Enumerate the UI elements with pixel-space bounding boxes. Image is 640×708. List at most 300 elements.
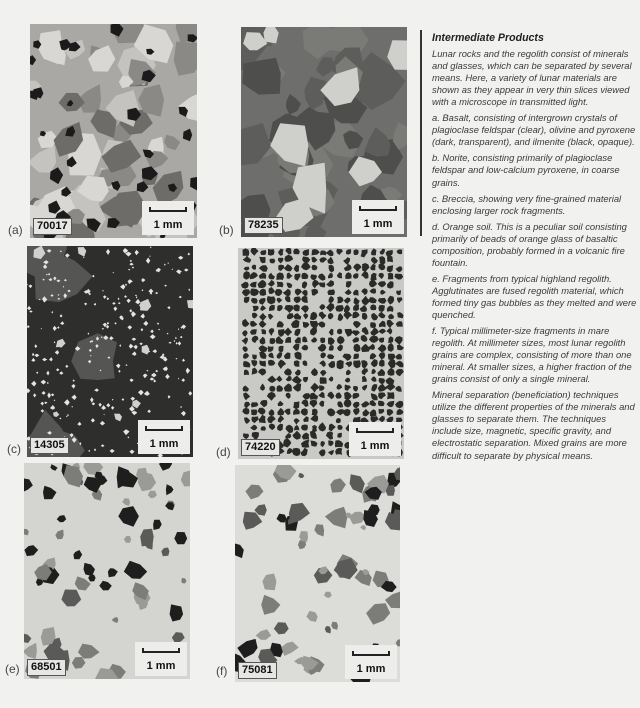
grain	[102, 290, 104, 292]
grain	[125, 252, 132, 257]
grain	[344, 392, 352, 400]
grain	[378, 264, 385, 271]
grain	[55, 530, 63, 540]
grain	[252, 313, 258, 319]
grain	[132, 267, 134, 269]
grain	[147, 410, 151, 414]
grain	[327, 354, 335, 359]
grain	[64, 399, 70, 406]
grain	[354, 297, 360, 305]
grain	[182, 359, 185, 362]
grain	[379, 338, 384, 343]
grain	[379, 256, 385, 265]
grain	[387, 265, 394, 272]
grain	[244, 402, 250, 409]
grain	[345, 329, 353, 337]
grain	[371, 313, 378, 321]
grain	[378, 312, 385, 319]
grain	[181, 578, 186, 583]
grain	[378, 305, 385, 312]
grain	[161, 548, 169, 557]
grain	[301, 296, 308, 303]
grain	[330, 478, 346, 492]
grain	[370, 288, 377, 293]
grain	[311, 368, 318, 376]
grain	[263, 27, 278, 43]
grain	[318, 274, 326, 281]
grain	[243, 392, 250, 400]
grain	[311, 289, 318, 296]
grain	[176, 342, 178, 345]
grain	[362, 409, 369, 417]
grain	[157, 322, 159, 324]
grain	[286, 393, 291, 399]
grain	[370, 322, 376, 328]
grain	[319, 449, 326, 456]
grain	[371, 384, 377, 392]
grain	[174, 42, 197, 76]
grain	[294, 297, 302, 304]
grain	[379, 352, 386, 359]
grain	[302, 336, 307, 342]
grain	[336, 384, 342, 390]
grain	[259, 265, 268, 272]
grain	[167, 333, 169, 335]
grain	[125, 284, 127, 286]
grain	[337, 425, 342, 430]
grain	[337, 344, 343, 351]
grain	[41, 409, 45, 413]
caption-c: c. Breccia, showing very fine-grained material enclosing larger rock fragments.	[432, 192, 622, 216]
grain	[276, 272, 284, 280]
grain	[94, 303, 97, 306]
grain	[27, 325, 30, 328]
grain	[251, 410, 257, 416]
scale-line	[145, 429, 183, 431]
grain	[168, 395, 171, 398]
grain	[319, 257, 327, 262]
grain	[310, 274, 317, 280]
grain	[269, 424, 275, 431]
grain	[78, 644, 100, 659]
grain	[311, 337, 317, 343]
grain	[294, 352, 301, 360]
scale-bar-d	[349, 422, 401, 456]
grain	[387, 392, 394, 399]
grain	[243, 386, 249, 392]
grain	[148, 491, 157, 499]
grain	[329, 376, 334, 381]
grain	[269, 386, 275, 392]
grain	[139, 343, 143, 346]
scale-bar-b	[352, 200, 404, 234]
sample-id-c: 14305	[30, 437, 69, 454]
grain	[293, 249, 300, 255]
grain	[303, 27, 340, 59]
grain	[387, 368, 394, 376]
micrograph-d	[238, 248, 404, 459]
grain	[242, 408, 249, 415]
grain	[153, 520, 162, 530]
grain	[302, 281, 307, 288]
grain	[245, 485, 263, 500]
grain	[353, 386, 358, 392]
caption-e: e. Fragments from typical highland regolith. Agglutinates are fused regolith material, which formed tiny gas bubbles as they melted and were quenched.	[432, 272, 637, 320]
grain	[140, 299, 151, 311]
grain	[294, 265, 300, 273]
grain	[132, 400, 141, 409]
grain	[345, 378, 350, 383]
micrograph-a	[30, 24, 197, 238]
figure-letter-a: (a)	[8, 223, 23, 237]
grain	[320, 251, 327, 256]
grain	[49, 357, 53, 361]
separation-paragraph: Mineral separation (beneficiation) techniques utilize the different properties of the minerals and glasses to separate them. The techniques include size, magnetic, specific gravity, and electrostatic separation. Mixed grains are more difficult to separate by physical means.	[432, 389, 635, 461]
grain	[380, 290, 386, 295]
grain	[243, 256, 252, 263]
grain	[378, 401, 385, 407]
grain	[130, 397, 135, 401]
grain	[301, 440, 309, 448]
grain	[144, 391, 150, 396]
grain	[306, 611, 317, 622]
grain	[259, 257, 265, 264]
grain	[371, 273, 377, 281]
grain	[320, 352, 326, 358]
grain	[378, 298, 387, 304]
grain	[335, 305, 344, 312]
grain	[387, 296, 394, 305]
grain	[325, 507, 348, 529]
grain	[244, 297, 250, 304]
grain	[361, 249, 368, 257]
grain	[328, 450, 334, 455]
grain	[242, 289, 250, 297]
grain	[301, 408, 308, 416]
grain	[113, 272, 114, 274]
grain	[396, 266, 403, 272]
grain	[397, 312, 403, 318]
grain	[114, 307, 118, 312]
grain	[301, 345, 308, 351]
grain	[112, 617, 119, 623]
grain	[141, 278, 145, 282]
grain	[278, 401, 284, 406]
grain	[396, 290, 401, 295]
grain	[285, 433, 291, 439]
grain	[362, 376, 367, 382]
grain	[327, 289, 335, 295]
grain	[277, 298, 283, 304]
grain	[302, 433, 309, 440]
grain	[50, 405, 55, 410]
scale-line	[142, 651, 180, 653]
grain	[388, 314, 394, 319]
grain	[258, 280, 267, 288]
grain	[268, 249, 275, 256]
grain	[168, 342, 171, 344]
grain	[129, 406, 135, 412]
grain	[73, 550, 82, 559]
grain	[284, 264, 293, 271]
grain	[369, 297, 377, 303]
grain	[75, 576, 91, 590]
grain	[387, 320, 394, 329]
grain	[130, 379, 134, 383]
grain	[241, 123, 271, 166]
grain	[378, 392, 386, 399]
grain	[252, 336, 259, 343]
grain	[353, 402, 360, 409]
grain	[270, 259, 276, 264]
grain	[256, 629, 272, 640]
grain	[123, 429, 130, 435]
grain	[328, 313, 334, 320]
grain	[61, 590, 81, 607]
grain	[262, 574, 276, 591]
grain	[124, 536, 131, 543]
grain	[310, 312, 317, 321]
grain	[360, 305, 367, 312]
grain	[360, 525, 366, 530]
grain	[284, 383, 292, 391]
grain	[269, 328, 275, 336]
grain	[353, 408, 360, 415]
grain	[150, 377, 155, 380]
grain	[27, 388, 30, 393]
grain	[269, 287, 276, 294]
scale-bar-f	[345, 645, 397, 679]
figure-letter-d: (d)	[216, 445, 231, 459]
scale-label-f: 1 mm	[356, 663, 386, 675]
grain	[294, 425, 299, 431]
grain	[386, 250, 393, 256]
grain	[259, 320, 267, 328]
grain	[129, 263, 133, 266]
grain	[261, 595, 280, 615]
grain	[287, 283, 293, 289]
caption-a: a. Basalt, consisting of intergrown crystals of plagioclase feldspar (clear), olivine and pyroxene (dark, transparent), and ilmenite (black, opaque).	[432, 112, 636, 148]
grain	[314, 524, 324, 536]
grain	[56, 339, 66, 348]
grain	[338, 313, 344, 321]
grain	[124, 561, 147, 579]
grain	[118, 302, 121, 304]
grain	[129, 344, 134, 349]
grain	[371, 393, 378, 400]
sidebar-text	[432, 32, 638, 466]
grain	[268, 353, 274, 359]
grain	[279, 346, 284, 353]
grain	[155, 292, 158, 294]
grain	[40, 402, 44, 406]
grain	[73, 379, 75, 381]
grain	[150, 334, 156, 339]
grain	[277, 305, 283, 311]
grain	[188, 289, 190, 292]
grain	[396, 321, 403, 327]
grain	[324, 592, 332, 598]
scale-bar-a	[142, 201, 194, 235]
grain	[122, 398, 125, 401]
grain	[371, 369, 376, 375]
grain	[179, 296, 182, 299]
intro-paragraph: Lunar rocks and the regolith consist of minerals and glasses, which can be separated by several means. Here, a variety of lunar materials are shown as they appear in very thin slices viewed with a microscope in transmitted light.	[432, 48, 632, 108]
grain	[278, 249, 284, 256]
grain	[366, 603, 390, 625]
grain	[94, 448, 96, 451]
grain	[242, 330, 248, 337]
grain	[353, 360, 361, 368]
grain	[131, 311, 136, 317]
grain	[362, 369, 368, 376]
grain	[293, 304, 300, 311]
grain	[318, 392, 324, 398]
grain	[123, 248, 128, 253]
grain	[303, 360, 308, 366]
scale-line	[149, 210, 187, 212]
grain	[336, 249, 343, 255]
micrograph-e	[24, 463, 190, 679]
grain	[175, 337, 177, 339]
grain	[55, 350, 59, 355]
grain	[345, 289, 352, 295]
grain	[361, 335, 368, 342]
grain	[278, 265, 284, 271]
grain	[122, 498, 130, 506]
micrograph-c	[27, 246, 193, 457]
grain	[119, 344, 121, 347]
grain	[319, 304, 325, 310]
scale-line	[352, 654, 390, 656]
grain	[180, 406, 182, 408]
grain	[394, 336, 402, 345]
figure-letter-e: (e)	[5, 662, 20, 676]
grain	[364, 127, 390, 157]
grain	[287, 313, 294, 319]
grain	[267, 296, 276, 304]
grain	[310, 415, 318, 422]
grain	[244, 267, 250, 271]
grain	[259, 360, 266, 366]
grain	[294, 418, 300, 425]
grain	[251, 360, 257, 367]
grain	[114, 414, 122, 422]
grain	[108, 568, 118, 577]
grain	[260, 305, 266, 311]
grain	[53, 326, 57, 331]
grain	[59, 418, 61, 420]
grain	[174, 340, 176, 342]
grain	[103, 295, 107, 299]
grain	[277, 282, 284, 288]
grain	[150, 246, 152, 248]
grain	[250, 425, 257, 431]
figure-letter-f: (f)	[216, 664, 228, 678]
grain	[253, 306, 259, 312]
grain	[312, 265, 318, 271]
grain	[370, 304, 376, 310]
grain	[286, 425, 294, 434]
grain	[287, 272, 293, 279]
grain	[251, 402, 259, 407]
grain	[100, 421, 105, 426]
figure-letter-b: (b)	[219, 223, 234, 237]
grain	[92, 275, 95, 278]
grain	[83, 257, 85, 259]
grain	[310, 400, 318, 408]
grain	[50, 464, 57, 471]
grain	[54, 341, 56, 343]
grain	[181, 378, 185, 382]
grain	[43, 486, 57, 500]
grain	[361, 288, 367, 295]
grain	[24, 545, 38, 556]
grain	[243, 248, 250, 256]
grain	[320, 370, 327, 376]
grain	[47, 382, 49, 384]
grain	[361, 344, 370, 352]
grain	[352, 393, 359, 399]
grain	[293, 401, 299, 409]
grain	[388, 343, 394, 352]
grain	[310, 430, 317, 438]
grain	[310, 393, 318, 400]
grain	[242, 319, 250, 327]
grain	[150, 330, 154, 334]
grain	[294, 274, 300, 281]
grain	[284, 255, 293, 262]
grain	[276, 336, 284, 344]
grain	[251, 298, 258, 304]
grain	[277, 514, 287, 523]
grain	[397, 344, 404, 350]
grain	[175, 358, 177, 360]
grain	[41, 328, 42, 329]
grain	[379, 321, 386, 328]
figure-letter-c: (c)	[7, 442, 21, 456]
grain	[136, 296, 138, 298]
grain	[257, 408, 265, 415]
grain	[303, 313, 308, 319]
grain	[41, 380, 47, 385]
grain	[371, 359, 378, 367]
grain	[378, 281, 387, 287]
grain	[353, 290, 359, 296]
grain	[316, 57, 335, 77]
grain	[129, 309, 132, 313]
grain	[107, 322, 110, 325]
grain	[395, 361, 404, 368]
grain	[397, 297, 403, 303]
grain	[380, 249, 386, 255]
grain	[106, 249, 110, 255]
grain	[284, 328, 292, 337]
grain	[346, 281, 352, 288]
grain	[106, 325, 109, 329]
grain	[188, 391, 192, 396]
grain	[388, 359, 396, 369]
grain	[328, 337, 335, 345]
grain	[56, 368, 59, 371]
grain	[395, 401, 403, 408]
grain	[268, 346, 274, 352]
grain	[319, 282, 325, 287]
grain	[329, 329, 334, 336]
grain	[259, 415, 266, 423]
grain	[281, 642, 298, 656]
grain	[345, 361, 352, 367]
